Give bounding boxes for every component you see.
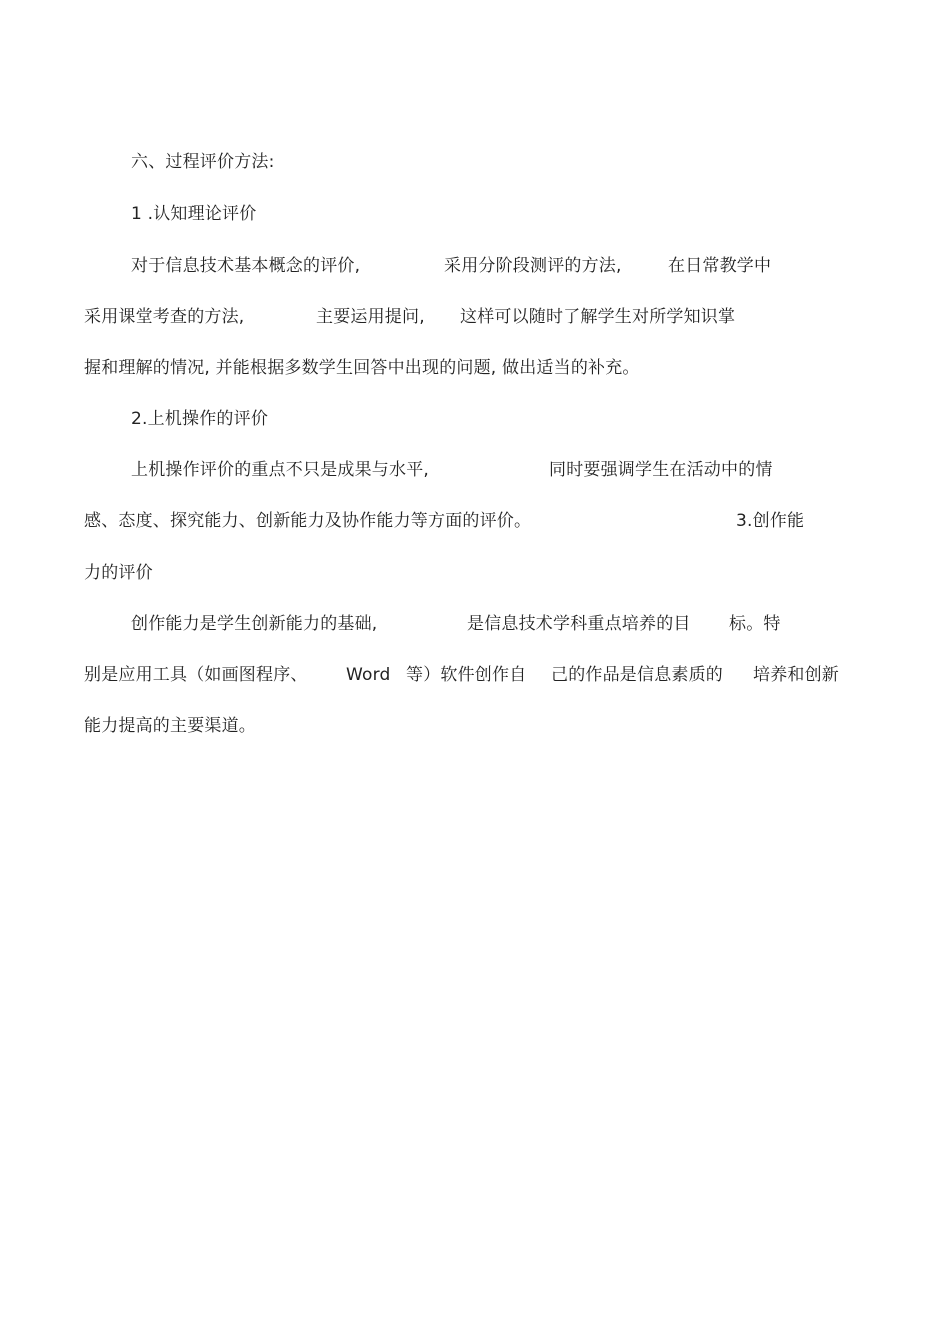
paragraph1-line3: 握和理解的情况, 并能根据多数学生回答中出现的问题, 做出适当的补充。 xyxy=(84,358,640,378)
text-segment: 在日常教学中 xyxy=(668,256,772,276)
text-segment: 感、态度、探究能力、创新能力及协作能力等方面的评价。 xyxy=(84,511,532,531)
text-segment: 这样可以随时了解学生对所学知识掌 xyxy=(460,307,736,327)
section-heading: 六、过程评价方法: xyxy=(131,152,275,172)
item2-heading: 2.上机操作的评价 xyxy=(131,409,269,429)
item3-heading-start: 3.创作能 xyxy=(736,511,805,531)
text-segment: 上机操作评价的重点不只是成果与水平, xyxy=(131,460,430,480)
text-segment: 同时要强调学生在活动中的情 xyxy=(549,460,773,480)
text-segment: 采用课堂考查的方法, xyxy=(84,307,245,327)
text-segment: 采用分阶段测评的方法, xyxy=(444,256,622,276)
text-segment: 己的作品是信息素质的 xyxy=(551,665,723,685)
item1-heading: 1 .认知理论评价 xyxy=(131,204,257,224)
text-segment: 对于信息技术基本概念的评价, xyxy=(131,256,361,276)
text-segment: Word xyxy=(346,665,391,685)
text-segment: 培养和创新 xyxy=(753,665,839,685)
text-segment: 创作能力是学生创新能力的基础, xyxy=(131,614,378,634)
text-segment: 标。特 xyxy=(729,614,781,634)
item3-heading-end: 力的评价 xyxy=(84,563,153,583)
text-segment: 别是应用工具（如画图程序、 xyxy=(84,665,308,685)
paragraph3-line3: 能力提高的主要渠道。 xyxy=(84,716,256,736)
text-segment: 主要运用提问, xyxy=(316,307,425,327)
text-segment: 等）软件创作自 xyxy=(406,665,527,685)
text-segment: 是信息技术学科重点培养的目 xyxy=(467,614,691,634)
